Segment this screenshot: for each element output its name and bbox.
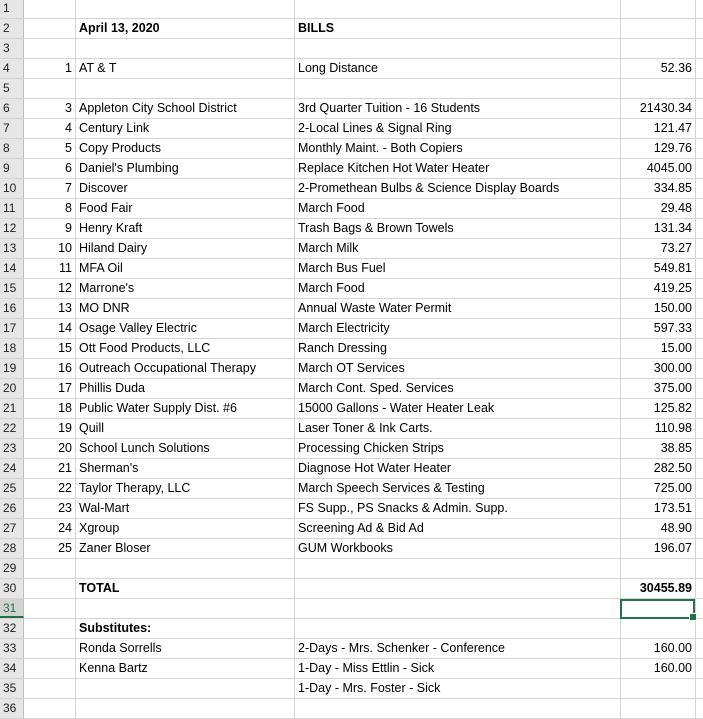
cell-description[interactable]: March Speech Services & Testing xyxy=(295,479,621,498)
cell-empty[interactable] xyxy=(696,539,703,558)
cell-empty[interactable] xyxy=(696,279,703,298)
cell-description[interactable]: March Milk xyxy=(295,239,621,258)
cell-description[interactable]: Trash Bags & Brown Towels xyxy=(295,219,621,238)
table-row xyxy=(0,139,703,159)
row-header[interactable]: 20 xyxy=(0,379,24,398)
table-row xyxy=(0,239,703,259)
cell-description[interactable]: Ranch Dressing xyxy=(295,339,621,358)
cell-amount[interactable]: 38.85 xyxy=(621,439,696,458)
cell-number[interactable]: 4 xyxy=(24,119,76,138)
table-row xyxy=(0,159,703,179)
cell-amount[interactable] xyxy=(621,79,696,98)
cell-amount[interactable] xyxy=(621,0,696,18)
cell-vendor[interactable]: Osage Valley Electric xyxy=(76,319,295,338)
cell-number[interactable]: 22 xyxy=(24,479,76,498)
cell-description[interactable] xyxy=(295,39,621,58)
cell-amount[interactable]: 173.51 xyxy=(621,499,696,518)
row-header[interactable]: 31 xyxy=(0,599,24,618)
cell-amount[interactable]: 334.85 xyxy=(621,179,696,198)
row-header[interactable]: 17 xyxy=(0,319,24,338)
row-header[interactable]: 13 xyxy=(0,239,24,258)
cell-amount[interactable] xyxy=(621,619,696,638)
cell-amount[interactable] xyxy=(621,39,696,58)
cell-description[interactable] xyxy=(295,0,621,18)
cell-vendor[interactable]: Sherman's xyxy=(76,459,295,478)
cell-empty[interactable] xyxy=(696,379,703,398)
cell-vendor[interactable]: Marrone's xyxy=(76,279,295,298)
table-row xyxy=(0,659,703,679)
cell-number[interactable]: 8 xyxy=(24,199,76,218)
cell-vendor[interactable]: Ott Food Products, LLC xyxy=(76,339,295,358)
cell-amount[interactable]: 125.82 xyxy=(621,399,696,418)
row-header[interactable]: 28 xyxy=(0,539,24,558)
row-header[interactable]: 10 xyxy=(0,179,24,198)
cell-amount[interactable]: 419.25 xyxy=(621,279,696,298)
row-header[interactable]: 25 xyxy=(0,479,24,498)
cell-empty[interactable] xyxy=(696,79,703,98)
cell-empty[interactable] xyxy=(696,59,703,78)
row-header[interactable]: 32 xyxy=(0,619,24,638)
row-header[interactable]: 15 xyxy=(0,279,24,298)
cell-description[interactable]: March Food xyxy=(295,279,621,298)
cell-number[interactable]: 15 xyxy=(24,339,76,358)
cell-description[interactable]: Laser Toner & Ink Carts. xyxy=(295,419,621,438)
cell-description[interactable] xyxy=(295,79,621,98)
cell-vendor[interactable]: Wal-Mart xyxy=(76,499,295,518)
table-row xyxy=(0,279,703,299)
cell-amount[interactable]: 4045.00 xyxy=(621,159,696,178)
cell-amount[interactable]: 121.47 xyxy=(621,119,696,138)
cell-description[interactable]: 2-Local Lines & Signal Ring xyxy=(295,119,621,138)
table-row xyxy=(0,219,703,239)
cell-number[interactable] xyxy=(24,19,76,38)
cell-vendor[interactable]: Quill xyxy=(76,419,295,438)
cell-amount[interactable]: 150.00 xyxy=(621,299,696,318)
cell-description[interactable]: March Food xyxy=(295,199,621,218)
cell-number[interactable]: 9 xyxy=(24,219,76,238)
cell-vendor[interactable]: Outreach Occupational Therapy xyxy=(76,359,295,378)
cell-empty[interactable] xyxy=(696,399,703,418)
cell-empty[interactable] xyxy=(696,559,703,578)
cell-amount[interactable]: 131.34 xyxy=(621,219,696,238)
cell-vendor[interactable]: School Lunch Solutions xyxy=(76,439,295,458)
cell-number[interactable]: 17 xyxy=(24,379,76,398)
row-header[interactable]: 33 xyxy=(0,639,24,658)
cell-empty[interactable] xyxy=(696,219,703,238)
table-row xyxy=(0,679,703,699)
table-row xyxy=(0,299,703,319)
row-header[interactable]: 35 xyxy=(0,679,24,698)
table-row xyxy=(0,619,703,639)
cell-description[interactable]: GUM Workbooks xyxy=(295,539,621,558)
cell-vendor[interactable]: April 13, 2020 xyxy=(76,19,295,38)
cell-empty[interactable] xyxy=(696,319,703,338)
table-row xyxy=(0,119,703,139)
cell-amount[interactable]: 73.27 xyxy=(621,239,696,258)
table-row xyxy=(0,19,703,39)
cell-description[interactable]: March Bus Fuel xyxy=(295,259,621,278)
row-header[interactable]: 12 xyxy=(0,219,24,238)
table-row xyxy=(0,539,703,559)
row-header[interactable]: 4 xyxy=(0,59,24,78)
cell-empty[interactable] xyxy=(696,599,703,618)
row-header[interactable]: 6 xyxy=(0,99,24,118)
table-row xyxy=(0,399,703,419)
cell-description[interactable] xyxy=(295,599,621,618)
cell-vendor[interactable]: Henry Kraft xyxy=(76,219,295,238)
row-header[interactable]: 14 xyxy=(0,259,24,278)
cell-empty[interactable] xyxy=(696,199,703,218)
row-header[interactable]: 23 xyxy=(0,439,24,458)
cell-number[interactable] xyxy=(24,0,76,18)
cell-number[interactable]: 18 xyxy=(24,399,76,418)
cell-vendor[interactable]: Discover xyxy=(76,179,295,198)
cell-number[interactable] xyxy=(24,679,76,698)
row-header[interactable]: 2 xyxy=(0,19,24,38)
cell-empty[interactable] xyxy=(696,19,703,38)
row-header[interactable]: 7 xyxy=(0,119,24,138)
row-header[interactable]: 21 xyxy=(0,399,24,418)
cell-description[interactable]: BILLS xyxy=(295,19,621,38)
cell-amount[interactable]: 160.00 xyxy=(621,639,696,658)
cell-empty[interactable] xyxy=(696,699,703,718)
table-row xyxy=(0,179,703,199)
cell-empty[interactable] xyxy=(696,339,703,358)
cell-number[interactable] xyxy=(24,699,76,718)
row-header[interactable]: 3 xyxy=(0,39,24,58)
cell-vendor[interactable] xyxy=(76,39,295,58)
row-header[interactable]: 34 xyxy=(0,659,24,678)
row-header[interactable]: 8 xyxy=(0,139,24,158)
table-row xyxy=(0,419,703,439)
cell-vendor[interactable]: Zaner Bloser xyxy=(76,539,295,558)
cell-amount[interactable] xyxy=(621,679,696,698)
cell-vendor[interactable] xyxy=(76,599,295,618)
table-row xyxy=(0,59,703,79)
table-row xyxy=(0,0,703,19)
cell-number[interactable]: 19 xyxy=(24,419,76,438)
cell-number[interactable]: 20 xyxy=(24,439,76,458)
cell-empty[interactable] xyxy=(696,579,703,598)
cell-description[interactable]: March OT Services xyxy=(295,359,621,378)
cell-empty[interactable] xyxy=(696,619,703,638)
cell-number[interactable]: 16 xyxy=(24,359,76,378)
cell-empty[interactable] xyxy=(696,639,703,658)
cell-description[interactable] xyxy=(295,579,621,598)
cell-empty[interactable] xyxy=(696,259,703,278)
table-row xyxy=(0,579,703,599)
cell-number[interactable]: 5 xyxy=(24,139,76,158)
cell-description[interactable]: 15000 Gallons - Water Heater Leak xyxy=(295,399,621,418)
cell-description[interactable]: 2-Days - Mrs. Schenker - Conference xyxy=(295,639,621,658)
cell-empty[interactable] xyxy=(696,359,703,378)
cell-description[interactable]: 1-Day - Mrs. Foster - Sick xyxy=(295,679,621,698)
cell-number[interactable] xyxy=(24,579,76,598)
cell-vendor[interactable]: Food Fair xyxy=(76,199,295,218)
cell-description[interactable]: March Electricity xyxy=(295,319,621,338)
cell-description[interactable]: 2-Promethean Bulbs & Science Display Boards xyxy=(295,179,621,198)
cell-amount[interactable]: 129.76 xyxy=(621,139,696,158)
cell-amount[interactable]: 110.98 xyxy=(621,419,696,438)
table-row xyxy=(0,39,703,59)
cell-number[interactable]: 6 xyxy=(24,159,76,178)
cell-description[interactable]: 1-Day - Miss Ettlin - Sick xyxy=(295,659,621,678)
cell-number[interactable]: 11 xyxy=(24,259,76,278)
cell-number[interactable]: 21 xyxy=(24,459,76,478)
cell-description[interactable]: Long Distance xyxy=(295,59,621,78)
cell-empty[interactable] xyxy=(696,679,703,698)
cell-vendor[interactable]: Substitutes: xyxy=(76,619,295,638)
row-header[interactable]: 11 xyxy=(0,199,24,218)
cell-vendor[interactable]: Daniel's Plumbing xyxy=(76,159,295,178)
cell-description[interactable]: Processing Chicken Strips xyxy=(295,439,621,458)
row-header[interactable]: 26 xyxy=(0,499,24,518)
cell-empty[interactable] xyxy=(696,659,703,678)
cell-number[interactable]: 24 xyxy=(24,519,76,538)
cell-number[interactable] xyxy=(24,79,76,98)
cell-empty[interactable] xyxy=(696,479,703,498)
cell-number[interactable]: 10 xyxy=(24,239,76,258)
cell-empty[interactable] xyxy=(696,239,703,258)
row-header[interactable]: 24 xyxy=(0,459,24,478)
cell-amount[interactable]: 725.00 xyxy=(621,479,696,498)
cell-empty[interactable] xyxy=(696,299,703,318)
table-row xyxy=(0,499,703,519)
cell-amount[interactable]: 549.81 xyxy=(621,259,696,278)
cell-vendor[interactable]: Century Link xyxy=(76,119,295,138)
table-row xyxy=(0,359,703,379)
cell-description[interactable]: Screening Ad & Bid Ad xyxy=(295,519,621,538)
cell-description[interactable]: FS Supp., PS Snacks & Admin. Supp. xyxy=(295,499,621,518)
cell-amount[interactable]: 196.07 xyxy=(621,539,696,558)
cell-description[interactable]: Replace Kitchen Hot Water Heater xyxy=(295,159,621,178)
cell-number[interactable]: 13 xyxy=(24,299,76,318)
cell-description[interactable]: March Cont. Sped. Services xyxy=(295,379,621,398)
table-row xyxy=(0,479,703,499)
cell-description[interactable]: Annual Waste Water Permit xyxy=(295,299,621,318)
cell-number[interactable] xyxy=(24,39,76,58)
cell-empty[interactable] xyxy=(696,139,703,158)
cell-empty[interactable] xyxy=(696,419,703,438)
row-header[interactable]: 27 xyxy=(0,519,24,538)
cell-empty[interactable] xyxy=(696,39,703,58)
cell-vendor[interactable] xyxy=(76,559,295,578)
active-cell-E31[interactable] xyxy=(620,599,695,619)
cell-vendor[interactable] xyxy=(76,679,295,698)
fill-handle[interactable] xyxy=(689,613,697,621)
cell-number[interactable] xyxy=(24,619,76,638)
table-row xyxy=(0,699,703,719)
cell-vendor[interactable]: AT & T xyxy=(76,59,295,78)
cell-number[interactable] xyxy=(24,599,76,618)
row-header[interactable]: 5 xyxy=(0,79,24,98)
cell-description[interactable]: Monthly Maint. - Both Copiers xyxy=(295,139,621,158)
cell-empty[interactable] xyxy=(696,179,703,198)
table-row xyxy=(0,259,703,279)
cell-vendor[interactable]: Ronda Sorrells xyxy=(76,639,295,658)
row-header[interactable]: 1 xyxy=(0,0,24,18)
cell-amount[interactable] xyxy=(621,559,696,578)
cell-number[interactable]: 23 xyxy=(24,499,76,518)
table-row xyxy=(0,79,703,99)
cell-number[interactable]: 1 xyxy=(24,59,76,78)
cell-description[interactable]: Diagnose Hot Water Heater xyxy=(295,459,621,478)
row-header[interactable]: 9 xyxy=(0,159,24,178)
table-row xyxy=(0,439,703,459)
cell-amount[interactable]: 21430.34 xyxy=(621,99,696,118)
table-row xyxy=(0,459,703,479)
cell-empty[interactable] xyxy=(696,0,703,18)
cell-amount[interactable]: 160.00 xyxy=(621,659,696,678)
cell-number[interactable]: 7 xyxy=(24,179,76,198)
cell-description[interactable]: 3rd Quarter Tuition - 16 Students xyxy=(295,99,621,118)
cell-amount[interactable] xyxy=(621,19,696,38)
table-row xyxy=(0,339,703,359)
cell-vendor[interactable] xyxy=(76,79,295,98)
cell-empty[interactable] xyxy=(696,439,703,458)
table-row xyxy=(0,99,703,119)
cell-amount[interactable] xyxy=(621,699,696,718)
cell-vendor[interactable]: Kenna Bartz xyxy=(76,659,295,678)
cell-vendor[interactable]: Hiland Dairy xyxy=(76,239,295,258)
cell-vendor[interactable]: Appleton City School District xyxy=(76,99,295,118)
cell-vendor[interactable]: Phillis Duda xyxy=(76,379,295,398)
cell-vendor[interactable]: Xgroup xyxy=(76,519,295,538)
cell-vendor[interactable]: Taylor Therapy, LLC xyxy=(76,479,295,498)
row-header[interactable]: 22 xyxy=(0,419,24,438)
cell-amount[interactable]: 52.36 xyxy=(621,59,696,78)
cell-amount[interactable]: 597.33 xyxy=(621,319,696,338)
cell-amount[interactable]: 48.90 xyxy=(621,519,696,538)
cell-amount[interactable]: 15.00 xyxy=(621,339,696,358)
table-row xyxy=(0,639,703,659)
cell-description[interactable] xyxy=(295,699,621,718)
row-header[interactable]: 29 xyxy=(0,559,24,578)
cell-number[interactable] xyxy=(24,639,76,658)
cell-number[interactable]: 3 xyxy=(24,99,76,118)
table-row xyxy=(0,199,703,219)
table-row xyxy=(0,379,703,399)
cell-amount[interactable]: 375.00 xyxy=(621,379,696,398)
table-row xyxy=(0,559,703,579)
cell-empty[interactable] xyxy=(696,499,703,518)
row-header[interactable]: 18 xyxy=(0,339,24,358)
cell-empty[interactable] xyxy=(696,459,703,478)
cell-vendor[interactable]: Public Water Supply Dist. #6 xyxy=(76,399,295,418)
cell-amount[interactable]: 282.50 xyxy=(621,459,696,478)
cell-amount[interactable]: 30455.89 xyxy=(621,579,696,598)
cell-vendor[interactable]: Copy Products xyxy=(76,139,295,158)
row-header[interactable]: 30 xyxy=(0,579,24,598)
cell-description[interactable] xyxy=(295,559,621,578)
cell-vendor[interactable]: MFA Oil xyxy=(76,259,295,278)
cell-number[interactable] xyxy=(24,659,76,678)
table-row xyxy=(0,519,703,539)
cell-number[interactable] xyxy=(24,559,76,578)
cell-description[interactable] xyxy=(295,619,621,638)
cell-empty[interactable] xyxy=(696,119,703,138)
cell-vendor[interactable] xyxy=(76,699,295,718)
cell-number[interactable]: 25 xyxy=(24,539,76,558)
cell-number[interactable]: 14 xyxy=(24,319,76,338)
cell-amount[interactable]: 29.48 xyxy=(621,199,696,218)
row-header[interactable]: 19 xyxy=(0,359,24,378)
table-row xyxy=(0,319,703,339)
cell-number[interactable]: 12 xyxy=(24,279,76,298)
cell-empty[interactable] xyxy=(696,519,703,538)
cell-empty[interactable] xyxy=(696,159,703,178)
row-header[interactable]: 36 xyxy=(0,699,24,718)
cell-vendor[interactable]: MO DNR xyxy=(76,299,295,318)
cell-vendor[interactable]: TOTAL xyxy=(76,579,295,598)
row-header[interactable]: 16 xyxy=(0,299,24,318)
cell-amount[interactable]: 300.00 xyxy=(621,359,696,378)
cell-vendor[interactable] xyxy=(76,0,295,18)
table-row xyxy=(0,599,703,619)
cell-empty[interactable] xyxy=(696,99,703,118)
